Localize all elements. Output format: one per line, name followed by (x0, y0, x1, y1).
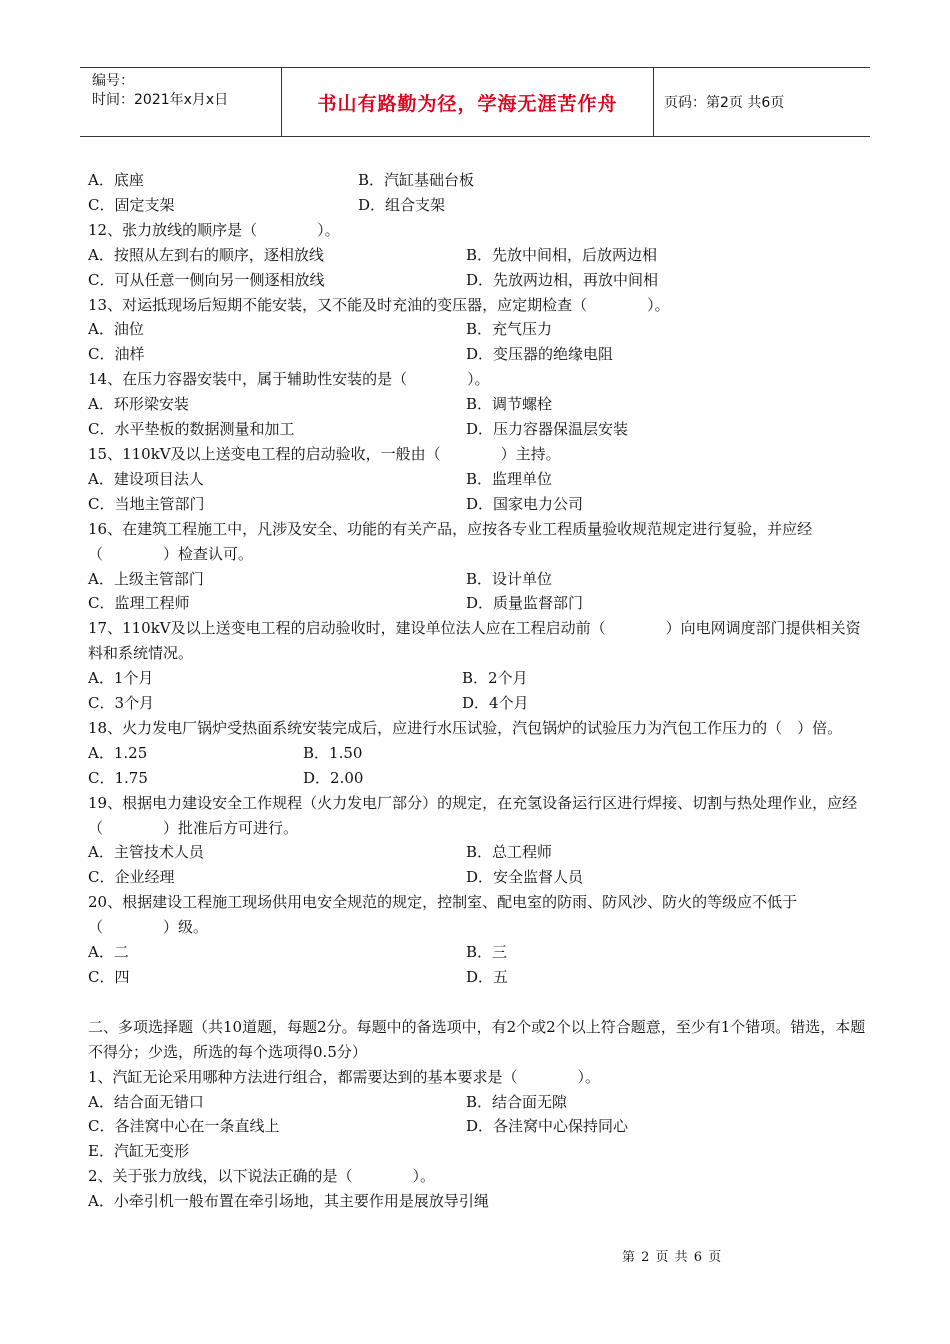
option-text: B．结合面无隙 (466, 1092, 568, 1111)
question-text: 13、对运抵现场后短期不能安装，又不能及时充油的变压器，应定期检查（ ）。 (88, 295, 670, 314)
question-text: E．汽缸无变形 (88, 1142, 189, 1161)
option-row (88, 567, 868, 592)
option-text: C．3个月 (88, 694, 155, 713)
option-text: B．三 (466, 943, 508, 962)
option-text: C．固定支架 (88, 195, 175, 214)
document-number-label: 编号： (92, 73, 134, 89)
option-row (88, 666, 868, 691)
option-row (88, 1114, 868, 1139)
option-text: C．1.75 (88, 768, 148, 787)
option-row (88, 268, 868, 293)
option-text: B．汽缸基础台板 (358, 171, 475, 189)
page-header (80, 67, 870, 137)
option-text: D．各洼窝中心保持同心 (466, 1117, 629, 1136)
option-text: C．各洼窝中心在一条直线上 (88, 1117, 280, 1136)
option-row (88, 168, 868, 193)
question-text: 16、在建筑工程施工中，凡涉及安全、功能的有关产品，应按各专业工程质量验收规范规定进行复验，并应经（ ）检查认可。 (88, 519, 813, 563)
page-footer: 第 2 页 共 6 页 (622, 1250, 723, 1265)
question-text: 17、110kV及以上送变电工程的启动验收时，建设单位法人应在工程启动前（ ）向电网调度部门提供相关资料和系统情况。 (88, 619, 861, 663)
question-text: 1、汽缸无论采用哪种方法进行组合，都需要达到的基本要求是（ ）。 (88, 1067, 601, 1086)
question-text: 二、多项选择题（共10道题，每题2分。每题中的备选项中，有2个或2个以上符合题意，至少有1个错项。错选，本题不得分；少选，所选的每个选项得0.5分） (88, 1017, 866, 1061)
header-meta (80, 68, 282, 136)
option-row (88, 417, 868, 442)
option-row (88, 940, 868, 965)
option-row (88, 766, 868, 791)
option-text: D．质量监督部门 (466, 594, 584, 613)
option-row (88, 317, 868, 342)
option-text: B．设计单位 (466, 569, 553, 588)
question-text: 18、火力发电厂锅炉受热面系统安装完成后，应进行水压试验，汽包锅炉的试验压力为汽包工作压力的（ ）倍。 (88, 718, 843, 737)
question-text: 15、110kV及以上送变电工程的启动验收，一般由（ ）主持。 (88, 444, 561, 463)
blank-line (88, 990, 868, 1015)
option-row (88, 342, 868, 367)
option-text: C．四 (88, 968, 130, 986)
option-text: C．当地主管部门 (88, 494, 205, 513)
option-row (88, 741, 868, 766)
option-text: A．二 (88, 943, 129, 962)
option-text: D．安全监督人员 (466, 868, 584, 887)
option-text: A．1.25 (88, 743, 148, 762)
option-text: C．可从任意一侧向另一侧逐相放线 (88, 270, 325, 289)
option-text: D．组合支架 (358, 195, 446, 214)
option-text: B．总工程师 (466, 843, 553, 862)
option-text: C．油样 (88, 345, 145, 364)
option-text: A．主管技术人员 (88, 843, 204, 862)
option-row (88, 193, 868, 218)
option-row (88, 492, 868, 517)
option-row (88, 865, 868, 890)
option-row (88, 965, 868, 990)
option-row (88, 1090, 868, 1115)
option-text: C．监理工程师 (88, 594, 190, 613)
option-text: B．1.50 (303, 743, 363, 762)
option-text: D．国家电力公司 (466, 494, 584, 513)
option-row (88, 467, 868, 492)
option-text: D．五 (466, 968, 509, 986)
exam-content (88, 168, 868, 1214)
question-text: 20、根据建设工程施工现场供用电安全规范的规定，控制室、配电室的防雨、防风沙、防火的等级应不低于（ ）级。 (88, 893, 798, 937)
option-text: A．环形梁安装 (88, 395, 189, 414)
option-text: A．上级主管部门 (88, 569, 204, 588)
option-text: B．充气压力 (466, 320, 553, 339)
question-text: 12、张力放线的顺序是（ ）。 (88, 220, 340, 239)
document-time: 时间：2021年x月x日 (92, 92, 229, 108)
option-row (88, 591, 868, 616)
option-row (88, 691, 868, 716)
question-text: 2、关于张力放线，以下说法正确的是（ ）。 (88, 1167, 436, 1186)
option-text: D．压力容器保温层安装 (466, 420, 629, 439)
option-text: D．先放两边相，再放中间相 (466, 270, 659, 289)
option-text: A．底座 (88, 171, 144, 189)
option-text: D．4个月 (462, 694, 529, 713)
option-text: A．按照从左到右的顺序，逐相放线 (88, 245, 324, 264)
question-text: 19、根据电力建设安全工作规程（火力发电厂部分）的规定，在充氢设备运行区进行焊接、切割与热处理作业，应经（ ）批准后方可进行。 (88, 793, 858, 837)
option-text: B．监理单位 (466, 469, 553, 488)
option-text: C．企业经理 (88, 868, 175, 887)
option-row (88, 392, 868, 417)
option-row (88, 243, 868, 268)
option-text: C．水平垫板的数据测量和加工 (88, 420, 295, 439)
option-text: B．先放中间相，后放两边相 (466, 245, 658, 264)
option-text: A．1个月 (88, 669, 154, 688)
option-row (88, 840, 868, 865)
option-text: A．建设项目法人 (88, 469, 204, 488)
header-motto: 书山有路勤为径，学海无涯苦作舟 (282, 68, 654, 136)
header-page-info: 页码：第2页 共6页 (664, 95, 785, 111)
option-text: D．2.00 (303, 768, 364, 787)
option-text: A．油位 (88, 320, 144, 339)
option-text: B．2个月 (462, 669, 528, 688)
question-text: A．小牵引机一般布置在牵引场地，其主要作用是展放导引绳 (88, 1192, 489, 1211)
option-text: A．结合面无错口 (88, 1092, 204, 1111)
question-text: 14、在压力容器安装中，属于辅助性安装的是（ ）。 (88, 370, 490, 389)
option-text: D．变压器的绝缘电阻 (466, 345, 614, 364)
option-text: B．调节螺栓 (466, 395, 553, 414)
